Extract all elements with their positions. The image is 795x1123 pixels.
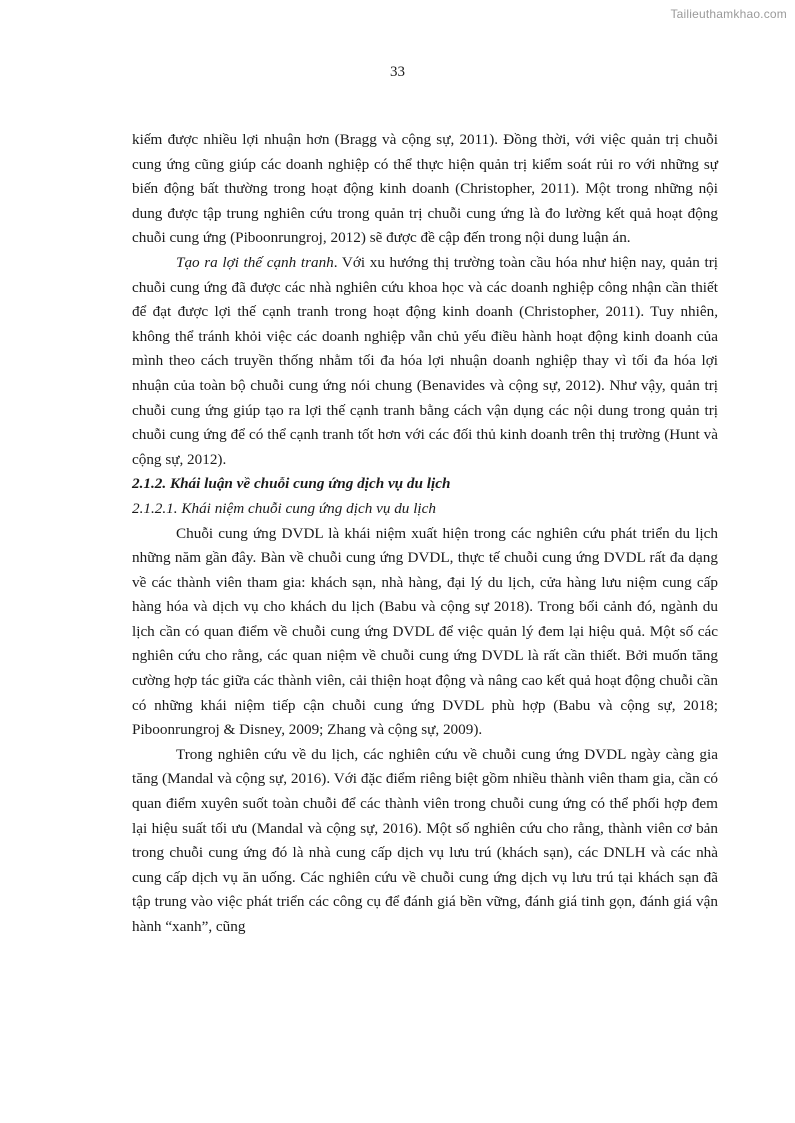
paragraph-2-lead: Tạo ra lợi thế cạnh tranh: [176, 253, 334, 271]
paragraph-2: [132, 251, 718, 472]
paragraph-4: Trong nghiên cứu về du lịch, các nghiên cứu về chuỗi cung ứng DVDL ngày càng gia tăng (Mandal và cộng sự, 2016). Với đặc điểm riêng biệt gồm nhiều thành viên tham gia, cần có quan điểm xuyên suốt toàn chuỗi để các thành viên trong chuỗi cung ứng có thể phối hợp đem lại hiệu suất tối ưu (Mandal và cộng sự, 2016). Một số nghiên cứu cho rằng, thành viên cơ bản trong chuỗi cung ứng đó là nhà cung cấp dịch vụ lưu trú (khách sạn), các DNLH và các nhà cung cấp dịch vụ ăn uống. Các nghiên cứu về chuỗi cung ứng dịch vụ lưu trú tại khách sạn đã tập trung vào việc phát triển các công cụ để đánh giá bền vững, đánh giá tinh gọn, đánh giá vận hành “xanh”, cũng: [132, 745, 718, 935]
paragraph-2-body: . Với xu hướng thị trường toàn cầu hóa như hiện nay, quản trị chuỗi cung ứng đã được các nhà nghiên cứu khoa học và các doanh nghiệp công nhận cần thiết để đạt được lợi thế cạnh tranh trong hoạt động kinh doanh (Christopher, 2011). Tuy nhiên, không thể tránh khỏi việc các doanh nghiệp vẫn chủ yếu điều hành hoạt động kinh doanh của mình theo cách truyền thống nhằm tối đa hóa lợi nhuận doanh nghiệp thay vì tối đa hóa lợi nhuận của toàn bộ chuỗi cung ứng nói chung (Benavides và cộng sự, 2012). Như vậy, quản trị chuỗi cung ứng giúp tạo ra lợi thế cạnh tranh bằng cách vận dụng các nội dung trong quản trị chuỗi cung ứng để có thể cạnh tranh tốt hơn với các đối thủ kinh doanh trên thị trường (Hunt và cộng sự, 2012).: [132, 253, 718, 468]
watermark: Tailieuthamkhao.com: [670, 7, 787, 21]
subsection-heading: 2.1.2.1. Khái niệm chuỗi cung ứng dịch vụ du lịch: [132, 499, 436, 517]
paragraph-1: kiếm được nhiều lợi nhuận hơn (Bragg và cộng sự, 2011). Đồng thời, với việc quản trị chuỗi cung ứng cũng giúp các doanh nghiệp có thể thực hiện quản trị kiểm soát rủi ro với những sự biến động bất thường trong hoạt động kinh doanh (Christopher, 2011). Một trong những nội dung được tập trung nghiên cứu trong quản trị chuỗi cung ứng là đo lường kết quả hoạt động chuỗi cung ứng (Piboonrungroj, 2012) sẽ được đề cập đến trong nội dung luận án.: [132, 131, 718, 247]
page-number: 33: [390, 64, 405, 80]
paragraph-3: Chuỗi cung ứng DVDL là khái niệm xuất hiện trong các nghiên cứu phát triển du lịch những năm gần đây. Bàn về chuỗi cung ứng DVDL, thực tế chuỗi cung ứng DVDL rất đa dạng về các thành viên tham gia: khách sạn, nhà hàng, đại lý du lịch, cửa hàng lưu niệm cung cấp hàng hóa và dịch vụ cho khách du lịch (Babu và cộng sự 2018). Trong bối cảnh đó, ngành du lịch cần có quan điểm về chuỗi cung ứng DVDL để việc quản lý đem lại hiệu quả. Một số các nghiên cứu cho rằng, các quan niệm về chuỗi cung ứng DVDL là rất cần thiết. Bởi muốn tăng cường hợp tác giữa các thành viên, cải thiện hoạt động và nâng cao kết quả hoạt động chuỗi cần có những khái niệm tiếp cận chuỗi cung ứng DVDL phù hợp (Babu và cộng sự, 2018; Piboonrungroj & Disney, 2009; Zhang và cộng sự, 2009).: [132, 524, 718, 739]
document-body: [132, 128, 718, 940]
section-heading: 2.1.2. Khái luận về chuỗi cung ứng dịch vụ du lịch: [132, 475, 451, 493]
